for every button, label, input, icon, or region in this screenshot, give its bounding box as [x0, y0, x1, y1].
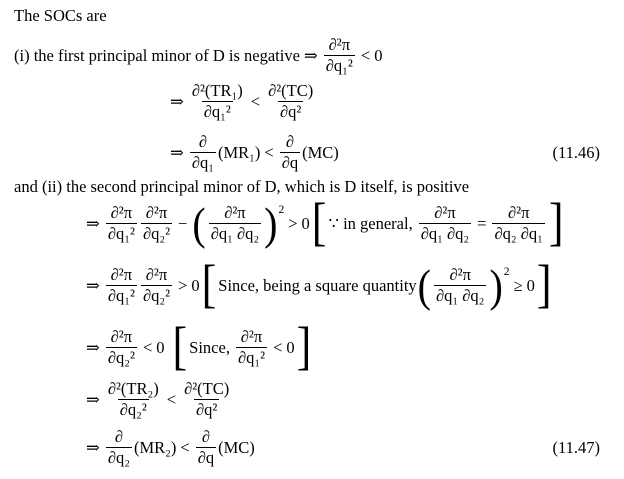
- minus-symbol: −: [178, 213, 188, 233]
- less-than-symbol: <: [180, 437, 190, 457]
- fraction: [106, 380, 161, 419]
- numerator: ∂²π: [240, 327, 263, 346]
- fraction: [434, 266, 486, 305]
- implies-symbol: ⇒: [86, 437, 100, 457]
- equation-number: (11.47): [552, 438, 600, 457]
- implies-symbol: ⇒: [86, 275, 100, 295]
- numerator: ∂²(TC): [268, 81, 314, 100]
- less-than-symbol: <: [360, 45, 371, 65]
- denominator: ∂q₁²: [203, 102, 231, 122]
- numerator: ∂²(TR₁): [191, 81, 243, 100]
- note-since: Since,: [189, 337, 230, 357]
- open-paren: (: [192, 197, 206, 249]
- zero: 0: [301, 213, 310, 233]
- numerator: ∂²(TR₂): [107, 379, 159, 398]
- denominator: ∂q₂²: [107, 348, 135, 368]
- fraction: [190, 82, 245, 121]
- denominator: ∂q: [281, 153, 299, 173]
- greater-equal-symbol: ≥: [513, 275, 523, 295]
- fraction: [141, 266, 172, 305]
- implies-symbol: ⇒: [86, 389, 100, 409]
- fraction: [419, 204, 471, 243]
- numerator: ∂²π: [224, 203, 246, 222]
- implies-symbol: ⇒: [86, 213, 100, 233]
- equation-tr2-tc: [86, 380, 233, 419]
- less-than-symbol: <: [264, 142, 274, 162]
- open-bracket: [: [172, 317, 188, 376]
- denominator: ∂q₁²: [325, 56, 353, 76]
- greater-than-symbol: >: [178, 275, 188, 295]
- fraction: [492, 204, 544, 243]
- condition-i-line: [14, 36, 382, 75]
- implies-symbol: ⇒: [170, 142, 184, 162]
- fraction: [141, 204, 172, 243]
- denominator: ∂q₂²: [142, 224, 171, 244]
- condition-i-text: (i) the first principal minor of D is negative: [14, 45, 300, 65]
- equation-hessian: ⇒ $\frac{\text{∂²π}}{\text{∂q₁²}}$ $\frac{\text{∂²π}}{\text{∂q₂²}}$ − ( $\frac{\text{∂²π}}{\text{∂q₁ ∂q₂}}$ ) $^2$ > 0 [ ∵ in general, $\frac{\text{∂²π}}{\text{∂q₁ ∂q₂}}$ = $\frac{\text{∂²π}}{\text{∂q₂ ∂q₁}}$ ]: [86, 193, 564, 252]
- condition-ii-text: and (ii) the second principal minor of D, which is D itself, is positive: [14, 177, 470, 196]
- zero: 0: [286, 337, 295, 357]
- denominator: ∂q₂²: [119, 400, 147, 420]
- open-bracket: [: [201, 255, 217, 314]
- denominator: ∂q₁ ∂q₂: [420, 224, 470, 244]
- close-paren: ): [264, 197, 278, 249]
- mc-term: (MC): [302, 142, 339, 162]
- numerator: ∂²π: [145, 265, 168, 284]
- open-bracket: [: [311, 193, 327, 252]
- close-bracket: ]: [548, 193, 564, 252]
- denominator: ∂q₁²: [107, 224, 135, 244]
- denominator: ∂q₁ ∂q₂: [436, 286, 485, 306]
- note-in-general: ∵ in general,: [328, 213, 413, 233]
- numerator: ∂²π: [110, 265, 133, 284]
- zero: 0: [526, 275, 535, 295]
- less-than-symbol: <: [166, 389, 177, 409]
- implies-symbol: ⇒: [86, 337, 100, 357]
- less-than-symbol: <: [142, 337, 153, 357]
- fraction: [266, 82, 315, 121]
- fraction: [209, 204, 261, 243]
- equation-number: (11.46): [552, 143, 600, 162]
- fraction: [236, 328, 267, 367]
- denominator: ∂q₁²: [237, 348, 266, 368]
- equation-tr1-tc: [166, 82, 317, 121]
- numerator: ∂²π: [145, 203, 168, 222]
- intro-text: The SOCs are: [14, 6, 107, 25]
- close-bracket: ]: [296, 317, 312, 376]
- denominator: ∂q²: [279, 102, 302, 122]
- numerator: ∂²π: [328, 35, 351, 54]
- numerator: ∂²π: [110, 203, 133, 222]
- numerator: ∂: [201, 427, 210, 446]
- numerator: ∂: [198, 132, 207, 151]
- zero: 0: [374, 45, 383, 65]
- fraction: [196, 428, 216, 467]
- numerator: ∂²π: [507, 203, 530, 222]
- implies-symbol: ⇒: [170, 91, 184, 111]
- close-paren: ): [489, 259, 503, 311]
- denominator: ∂q₂ ∂q₁: [494, 224, 543, 244]
- denominator: ∂q₁: [191, 153, 214, 173]
- fraction: [106, 328, 137, 367]
- zero: 0: [191, 275, 200, 295]
- denominator: ∂q₂²: [142, 286, 171, 306]
- fraction: [182, 380, 231, 419]
- equation-second-derivative: [86, 317, 313, 376]
- fraction: [190, 133, 216, 172]
- numerator: ∂²π: [449, 265, 471, 284]
- numerator: ∂: [285, 132, 294, 151]
- fraction: [106, 204, 137, 243]
- denominator: ∂q²: [195, 400, 218, 420]
- implies-symbol: ⇒: [303, 45, 318, 65]
- numerator: ∂²π: [434, 203, 456, 222]
- denominator: ∂q₁²: [107, 286, 135, 306]
- open-paren: (: [417, 259, 431, 311]
- zero: 0: [156, 337, 165, 357]
- equals-symbol: =: [477, 213, 487, 233]
- equation-mr2-mc: [86, 428, 255, 467]
- denominator: ∂q₁ ∂q₂: [210, 224, 260, 244]
- mr2-term: (MR₂): [133, 437, 177, 457]
- numerator: ∂²(TC): [184, 379, 230, 398]
- denominator: ∂q₂: [107, 448, 130, 468]
- mc-term: (MC): [218, 437, 255, 457]
- equation-mr1-mc: [166, 133, 339, 172]
- numerator: ∂²π: [110, 327, 133, 346]
- note-square-quantity: Since, being a square quantity: [218, 275, 417, 295]
- greater-than-symbol: >: [288, 213, 298, 233]
- fraction: [324, 36, 355, 75]
- less-than-symbol: <: [273, 337, 283, 357]
- denominator: ∂q: [197, 448, 215, 468]
- fraction: [106, 428, 132, 467]
- fraction: [280, 133, 300, 172]
- mr1-term: (MR₁): [217, 142, 261, 162]
- close-bracket: ]: [536, 255, 552, 314]
- equation-square-note: ⇒ $\frac{\text{∂²π}}{\text{∂q₁²}}$ $\frac{\text{∂²π}}{\text{∂q₂²}}$ > 0 [ Since, being a square quantity ( $\frac{\text{∂²π}}{\text{∂q₁ ∂q₂}}$ ) $^2$ ≥ 0 ]: [86, 255, 552, 314]
- fraction: [106, 266, 137, 305]
- less-than-symbol: <: [250, 91, 261, 111]
- numerator: ∂: [114, 427, 123, 446]
